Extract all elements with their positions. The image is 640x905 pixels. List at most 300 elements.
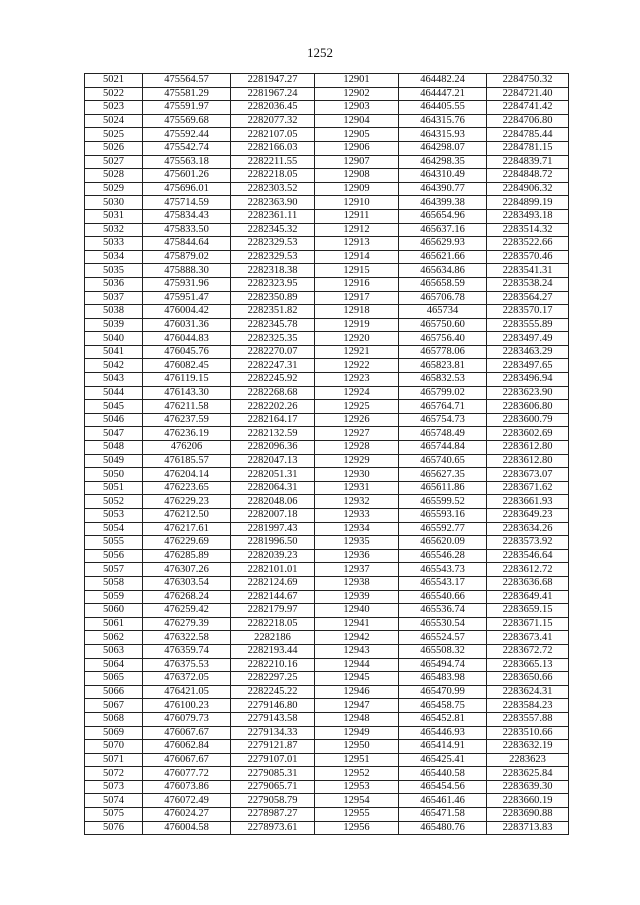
point-id-2-cell: 12944 xyxy=(315,658,399,672)
y-coord-2-cell: 2283497.65 xyxy=(487,359,569,373)
table-row xyxy=(85,400,569,414)
y-coord-cell: 2282345.78 xyxy=(231,318,315,332)
x-coord-2-cell: 465593.16 xyxy=(399,509,487,523)
point-id-2-cell: 12932 xyxy=(315,495,399,509)
point-id-2-cell: 12925 xyxy=(315,400,399,414)
y-coord-2-cell: 2283600.79 xyxy=(487,413,569,427)
y-coord-cell: 2281947.27 xyxy=(231,74,315,88)
table-row xyxy=(85,590,569,604)
x-coord-2-cell: 465536.74 xyxy=(399,604,487,618)
x-coord-cell: 476045.76 xyxy=(143,345,231,359)
x-coord-cell: 476073.86 xyxy=(143,780,231,794)
x-coord-cell: 476217.61 xyxy=(143,522,231,536)
y-coord-2-cell: 2283602.69 xyxy=(487,427,569,441)
y-coord-2-cell: 2283660.19 xyxy=(487,794,569,808)
point-id-cell: 5071 xyxy=(85,753,143,767)
y-coord-cell: 2282318.38 xyxy=(231,264,315,278)
x-coord-2-cell: 465454.56 xyxy=(399,780,487,794)
x-coord-cell: 476359.74 xyxy=(143,644,231,658)
x-coord-2-cell: 464482.24 xyxy=(399,74,487,88)
y-coord-2-cell: 2283522.66 xyxy=(487,237,569,251)
y-coord-cell: 2282107.05 xyxy=(231,128,315,142)
y-coord-2-cell: 2283649.41 xyxy=(487,590,569,604)
table-row xyxy=(85,250,569,264)
x-coord-2-cell: 465483.98 xyxy=(399,672,487,686)
x-coord-cell: 476143.30 xyxy=(143,386,231,400)
point-id-cell: 5059 xyxy=(85,590,143,604)
table-row xyxy=(85,536,569,550)
y-coord-cell: 2282186 xyxy=(231,631,315,645)
table-row xyxy=(85,318,569,332)
x-coord-cell: 476268.24 xyxy=(143,590,231,604)
x-coord-cell: 476285.89 xyxy=(143,549,231,563)
x-coord-2-cell: 465756.40 xyxy=(399,332,487,346)
point-id-2-cell: 12928 xyxy=(315,441,399,455)
y-coord-2-cell: 2283493.18 xyxy=(487,209,569,223)
y-coord-cell: 2282329.53 xyxy=(231,250,315,264)
x-coord-cell: 476072.49 xyxy=(143,794,231,808)
y-coord-cell: 2282363.90 xyxy=(231,196,315,210)
table-row xyxy=(85,672,569,686)
y-coord-2-cell: 2283584.23 xyxy=(487,699,569,713)
x-coord-2-cell: 465414.91 xyxy=(399,740,487,754)
y-coord-2-cell: 2283624.31 xyxy=(487,685,569,699)
y-coord-2-cell: 2283538.24 xyxy=(487,277,569,291)
y-coord-2-cell: 2283557.88 xyxy=(487,712,569,726)
point-id-cell: 5023 xyxy=(85,101,143,115)
point-id-2-cell: 12936 xyxy=(315,549,399,563)
point-id-cell: 5044 xyxy=(85,386,143,400)
point-id-cell: 5043 xyxy=(85,373,143,387)
y-coord-cell: 2282036.45 xyxy=(231,101,315,115)
y-coord-2-cell: 2283659.15 xyxy=(487,604,569,618)
x-coord-cell: 475834.43 xyxy=(143,209,231,223)
x-coord-2-cell: 465629.93 xyxy=(399,237,487,251)
table-row xyxy=(85,549,569,563)
x-coord-2-cell: 465461.46 xyxy=(399,794,487,808)
x-coord-2-cell: 465592.77 xyxy=(399,522,487,536)
point-id-2-cell: 12922 xyxy=(315,359,399,373)
point-id-2-cell: 12951 xyxy=(315,753,399,767)
x-coord-2-cell: 465637.16 xyxy=(399,223,487,237)
table-row xyxy=(85,740,569,754)
y-coord-2-cell: 2283661.93 xyxy=(487,495,569,509)
table-row xyxy=(85,305,569,319)
table-row xyxy=(85,223,569,237)
table-row xyxy=(85,74,569,88)
x-coord-cell: 476236.19 xyxy=(143,427,231,441)
x-coord-cell: 476062.84 xyxy=(143,740,231,754)
y-coord-cell: 2281996.50 xyxy=(231,536,315,550)
point-id-cell: 5024 xyxy=(85,114,143,128)
point-id-2-cell: 12940 xyxy=(315,604,399,618)
y-coord-2-cell: 2283612.80 xyxy=(487,441,569,455)
point-id-2-cell: 12923 xyxy=(315,373,399,387)
point-id-cell: 5027 xyxy=(85,155,143,169)
y-coord-2-cell: 2283497.49 xyxy=(487,332,569,346)
table-row xyxy=(85,468,569,482)
point-id-cell: 5047 xyxy=(85,427,143,441)
x-coord-cell: 476279.39 xyxy=(143,617,231,631)
x-coord-cell: 476004.58 xyxy=(143,821,231,835)
x-coord-2-cell: 465458.75 xyxy=(399,699,487,713)
y-coord-cell: 2282051.31 xyxy=(231,468,315,482)
point-id-cell: 5072 xyxy=(85,767,143,781)
x-coord-2-cell: 465540.66 xyxy=(399,590,487,604)
point-id-cell: 5041 xyxy=(85,345,143,359)
y-coord-2-cell: 2283634.26 xyxy=(487,522,569,536)
y-coord-cell: 2279121.87 xyxy=(231,740,315,754)
point-id-cell: 5056 xyxy=(85,549,143,563)
y-coord-2-cell: 2283612.80 xyxy=(487,454,569,468)
x-coord-2-cell: 465446.93 xyxy=(399,726,487,740)
x-coord-2-cell: 465706.78 xyxy=(399,291,487,305)
point-id-2-cell: 12901 xyxy=(315,74,399,88)
point-id-2-cell: 12938 xyxy=(315,576,399,590)
x-coord-2-cell: 465621.66 xyxy=(399,250,487,264)
point-id-cell: 5063 xyxy=(85,644,143,658)
x-coord-cell: 476375.53 xyxy=(143,658,231,672)
y-coord-cell: 2282193.44 xyxy=(231,644,315,658)
y-coord-2-cell: 2283636.68 xyxy=(487,576,569,590)
x-coord-2-cell: 465799.02 xyxy=(399,386,487,400)
x-coord-2-cell: 465778.06 xyxy=(399,345,487,359)
x-coord-2-cell: 465744.84 xyxy=(399,441,487,455)
table-row xyxy=(85,441,569,455)
y-coord-2-cell: 2283673.07 xyxy=(487,468,569,482)
point-id-cell: 5026 xyxy=(85,141,143,155)
point-id-2-cell: 12918 xyxy=(315,305,399,319)
table-row xyxy=(85,794,569,808)
y-coord-2-cell: 2283555.89 xyxy=(487,318,569,332)
point-id-cell: 5068 xyxy=(85,712,143,726)
table-row xyxy=(85,617,569,631)
y-coord-cell: 2279107.01 xyxy=(231,753,315,767)
point-id-cell: 5048 xyxy=(85,441,143,455)
y-coord-2-cell: 2283671.62 xyxy=(487,481,569,495)
x-coord-2-cell: 465470.99 xyxy=(399,685,487,699)
table-row xyxy=(85,685,569,699)
x-coord-cell: 476322.58 xyxy=(143,631,231,645)
x-coord-2-cell: 465543.17 xyxy=(399,576,487,590)
y-coord-2-cell: 2284899.19 xyxy=(487,196,569,210)
x-coord-cell: 475592.44 xyxy=(143,128,231,142)
x-coord-2-cell: 465654.96 xyxy=(399,209,487,223)
y-coord-2-cell: 2283672.72 xyxy=(487,644,569,658)
x-coord-2-cell: 465764.71 xyxy=(399,400,487,414)
y-coord-cell: 2282268.68 xyxy=(231,386,315,400)
point-id-cell: 5061 xyxy=(85,617,143,631)
y-coord-2-cell: 2283623 xyxy=(487,753,569,767)
table-row xyxy=(85,576,569,590)
point-id-2-cell: 12947 xyxy=(315,699,399,713)
y-coord-cell: 2282166.03 xyxy=(231,141,315,155)
table-row xyxy=(85,209,569,223)
x-coord-cell: 476082.45 xyxy=(143,359,231,373)
point-id-2-cell: 12919 xyxy=(315,318,399,332)
point-id-cell: 5058 xyxy=(85,576,143,590)
point-id-2-cell: 12930 xyxy=(315,468,399,482)
point-id-cell: 5051 xyxy=(85,481,143,495)
y-coord-2-cell: 2283639.30 xyxy=(487,780,569,794)
y-coord-2-cell: 2283671.15 xyxy=(487,617,569,631)
y-coord-2-cell: 2283623.90 xyxy=(487,386,569,400)
point-id-2-cell: 12933 xyxy=(315,509,399,523)
table-row xyxy=(85,604,569,618)
y-coord-2-cell: 2283625.84 xyxy=(487,767,569,781)
x-coord-cell: 476206 xyxy=(143,441,231,455)
x-coord-2-cell: 465658.59 xyxy=(399,277,487,291)
y-coord-2-cell: 2283632.19 xyxy=(487,740,569,754)
x-coord-cell: 476211.58 xyxy=(143,400,231,414)
y-coord-cell: 2282297.25 xyxy=(231,672,315,686)
y-coord-cell: 2282064.31 xyxy=(231,481,315,495)
x-coord-2-cell: 465471.58 xyxy=(399,808,487,822)
point-id-cell: 5055 xyxy=(85,536,143,550)
point-id-2-cell: 12937 xyxy=(315,563,399,577)
y-coord-cell: 2278987.27 xyxy=(231,808,315,822)
point-id-2-cell: 12942 xyxy=(315,631,399,645)
point-id-2-cell: 12914 xyxy=(315,250,399,264)
y-coord-cell: 2282361.11 xyxy=(231,209,315,223)
x-coord-2-cell: 465634.86 xyxy=(399,264,487,278)
y-coord-2-cell: 2283541.31 xyxy=(487,264,569,278)
x-coord-cell: 475569.68 xyxy=(143,114,231,128)
x-coord-cell: 475844.64 xyxy=(143,237,231,251)
x-coord-cell: 476259.42 xyxy=(143,604,231,618)
point-id-2-cell: 12926 xyxy=(315,413,399,427)
y-coord-2-cell: 2283570.46 xyxy=(487,250,569,264)
y-coord-cell: 2282202.26 xyxy=(231,400,315,414)
x-coord-2-cell: 465832.53 xyxy=(399,373,487,387)
point-id-2-cell: 12939 xyxy=(315,590,399,604)
y-coord-cell: 2282124.69 xyxy=(231,576,315,590)
point-id-2-cell: 12935 xyxy=(315,536,399,550)
table-row xyxy=(85,522,569,536)
y-coord-cell: 2282211.55 xyxy=(231,155,315,169)
table-row xyxy=(85,658,569,672)
x-coord-2-cell: 464298.35 xyxy=(399,155,487,169)
y-coord-cell: 2282132.59 xyxy=(231,427,315,441)
x-coord-cell: 476031.36 xyxy=(143,318,231,332)
table-row xyxy=(85,169,569,183)
x-coord-cell: 476044.83 xyxy=(143,332,231,346)
y-coord-cell: 2279143.58 xyxy=(231,712,315,726)
x-coord-2-cell: 465524.57 xyxy=(399,631,487,645)
point-id-cell: 5045 xyxy=(85,400,143,414)
point-id-2-cell: 12943 xyxy=(315,644,399,658)
table-row xyxy=(85,563,569,577)
x-coord-cell: 476100.23 xyxy=(143,699,231,713)
x-coord-2-cell: 465440.58 xyxy=(399,767,487,781)
y-coord-2-cell: 2284839.71 xyxy=(487,155,569,169)
x-coord-2-cell: 465740.65 xyxy=(399,454,487,468)
x-coord-cell: 475696.01 xyxy=(143,182,231,196)
y-coord-cell: 2282164.17 xyxy=(231,413,315,427)
y-coord-cell: 2282270.07 xyxy=(231,345,315,359)
table-row xyxy=(85,373,569,387)
y-coord-2-cell: 2284706.80 xyxy=(487,114,569,128)
x-coord-2-cell: 465620.09 xyxy=(399,536,487,550)
table-row xyxy=(85,509,569,523)
table-row xyxy=(85,726,569,740)
table-row xyxy=(85,413,569,427)
y-coord-2-cell: 2284785.44 xyxy=(487,128,569,142)
x-coord-cell: 475931.96 xyxy=(143,277,231,291)
y-coord-cell: 2282329.53 xyxy=(231,237,315,251)
y-coord-cell: 2282101.01 xyxy=(231,563,315,577)
y-coord-cell: 2282345.32 xyxy=(231,223,315,237)
y-coord-cell: 2278973.61 xyxy=(231,821,315,835)
y-coord-cell: 2282303.52 xyxy=(231,182,315,196)
y-coord-cell: 2282218.05 xyxy=(231,169,315,183)
point-id-cell: 5062 xyxy=(85,631,143,645)
x-coord-cell: 476024.27 xyxy=(143,808,231,822)
point-id-2-cell: 12920 xyxy=(315,332,399,346)
point-id-cell: 5021 xyxy=(85,74,143,88)
y-coord-cell: 2282351.82 xyxy=(231,305,315,319)
y-coord-cell: 2282323.95 xyxy=(231,277,315,291)
point-id-2-cell: 12910 xyxy=(315,196,399,210)
y-coord-cell: 2279058.79 xyxy=(231,794,315,808)
point-id-cell: 5035 xyxy=(85,264,143,278)
x-coord-cell: 476004.42 xyxy=(143,305,231,319)
point-id-cell: 5069 xyxy=(85,726,143,740)
x-coord-cell: 476237.59 xyxy=(143,413,231,427)
y-coord-cell: 2279134.33 xyxy=(231,726,315,740)
x-coord-cell: 476229.69 xyxy=(143,536,231,550)
point-id-2-cell: 12909 xyxy=(315,182,399,196)
y-coord-2-cell: 2283612.72 xyxy=(487,563,569,577)
table-row xyxy=(85,264,569,278)
y-coord-2-cell: 2283463.29 xyxy=(487,345,569,359)
point-id-2-cell: 12913 xyxy=(315,237,399,251)
x-coord-cell: 475833.50 xyxy=(143,223,231,237)
point-id-2-cell: 12908 xyxy=(315,169,399,183)
x-coord-cell: 476212.50 xyxy=(143,509,231,523)
y-coord-2-cell: 2284741.42 xyxy=(487,101,569,115)
y-coord-cell: 2279065.71 xyxy=(231,780,315,794)
x-coord-2-cell: 465748.49 xyxy=(399,427,487,441)
point-id-cell: 5034 xyxy=(85,250,143,264)
point-id-cell: 5032 xyxy=(85,223,143,237)
y-coord-2-cell: 2283496.94 xyxy=(487,373,569,387)
table-row xyxy=(85,332,569,346)
x-coord-2-cell: 465750.60 xyxy=(399,318,487,332)
x-coord-cell: 476372.05 xyxy=(143,672,231,686)
point-id-cell: 5053 xyxy=(85,509,143,523)
point-id-2-cell: 12952 xyxy=(315,767,399,781)
point-id-cell: 5025 xyxy=(85,128,143,142)
y-coord-cell: 2281967.24 xyxy=(231,87,315,101)
point-id-2-cell: 12954 xyxy=(315,794,399,808)
point-id-cell: 5067 xyxy=(85,699,143,713)
point-id-2-cell: 12912 xyxy=(315,223,399,237)
x-coord-2-cell: 464447.21 xyxy=(399,87,487,101)
table-row xyxy=(85,821,569,835)
x-coord-2-cell: 465494.74 xyxy=(399,658,487,672)
y-coord-2-cell: 2284750.32 xyxy=(487,74,569,88)
point-id-2-cell: 12955 xyxy=(315,808,399,822)
point-id-cell: 5054 xyxy=(85,522,143,536)
x-coord-2-cell: 465508.32 xyxy=(399,644,487,658)
x-coord-cell: 475714.59 xyxy=(143,196,231,210)
table-row xyxy=(85,386,569,400)
x-coord-2-cell: 465599.52 xyxy=(399,495,487,509)
x-coord-cell: 475591.97 xyxy=(143,101,231,115)
point-id-cell: 5076 xyxy=(85,821,143,835)
y-coord-cell: 2282350.89 xyxy=(231,291,315,305)
point-id-2-cell: 12921 xyxy=(315,345,399,359)
point-id-2-cell: 12924 xyxy=(315,386,399,400)
point-id-2-cell: 12948 xyxy=(315,712,399,726)
y-coord-cell: 2282179.97 xyxy=(231,604,315,618)
x-coord-cell: 476223.65 xyxy=(143,481,231,495)
point-id-cell: 5057 xyxy=(85,563,143,577)
table-row xyxy=(85,155,569,169)
y-coord-cell: 2282245.92 xyxy=(231,373,315,387)
point-id-cell: 5038 xyxy=(85,305,143,319)
point-id-cell: 5070 xyxy=(85,740,143,754)
x-coord-cell: 476067.67 xyxy=(143,726,231,740)
point-id-cell: 5049 xyxy=(85,454,143,468)
point-id-2-cell: 12953 xyxy=(315,780,399,794)
point-id-cell: 5033 xyxy=(85,237,143,251)
y-coord-2-cell: 2284721.40 xyxy=(487,87,569,101)
point-id-cell: 5064 xyxy=(85,658,143,672)
point-id-2-cell: 12934 xyxy=(315,522,399,536)
table-row xyxy=(85,277,569,291)
point-id-cell: 5040 xyxy=(85,332,143,346)
table-row xyxy=(85,780,569,794)
y-coord-cell: 2282144.67 xyxy=(231,590,315,604)
point-id-cell: 5052 xyxy=(85,495,143,509)
x-coord-2-cell: 465823.81 xyxy=(399,359,487,373)
x-coord-2-cell: 464315.76 xyxy=(399,114,487,128)
point-id-2-cell: 12931 xyxy=(315,481,399,495)
x-coord-2-cell: 465530.54 xyxy=(399,617,487,631)
y-coord-2-cell: 2284781.15 xyxy=(487,141,569,155)
point-id-cell: 5074 xyxy=(85,794,143,808)
x-coord-cell: 476229.23 xyxy=(143,495,231,509)
x-coord-2-cell: 465627.35 xyxy=(399,468,487,482)
table-row xyxy=(85,196,569,210)
point-id-2-cell: 12950 xyxy=(315,740,399,754)
x-coord-cell: 475601.26 xyxy=(143,169,231,183)
point-id-cell: 5073 xyxy=(85,780,143,794)
point-id-cell: 5066 xyxy=(85,685,143,699)
x-coord-2-cell: 464298.07 xyxy=(399,141,487,155)
x-coord-2-cell: 465543.73 xyxy=(399,563,487,577)
point-id-2-cell: 12902 xyxy=(315,87,399,101)
y-coord-2-cell: 2283650.66 xyxy=(487,672,569,686)
y-coord-cell: 2282245.22 xyxy=(231,685,315,699)
point-id-cell: 5031 xyxy=(85,209,143,223)
table-row xyxy=(85,128,569,142)
table-row xyxy=(85,495,569,509)
point-id-2-cell: 12927 xyxy=(315,427,399,441)
point-id-cell: 5039 xyxy=(85,318,143,332)
table-row xyxy=(85,427,569,441)
y-coord-cell: 2282007.18 xyxy=(231,509,315,523)
y-coord-cell: 2282210.16 xyxy=(231,658,315,672)
table-row xyxy=(85,237,569,251)
x-coord-2-cell: 465611.86 xyxy=(399,481,487,495)
coordinates-table xyxy=(84,73,569,835)
x-coord-cell: 476067.67 xyxy=(143,753,231,767)
y-coord-2-cell: 2283573.92 xyxy=(487,536,569,550)
x-coord-2-cell: 465480.76 xyxy=(399,821,487,835)
